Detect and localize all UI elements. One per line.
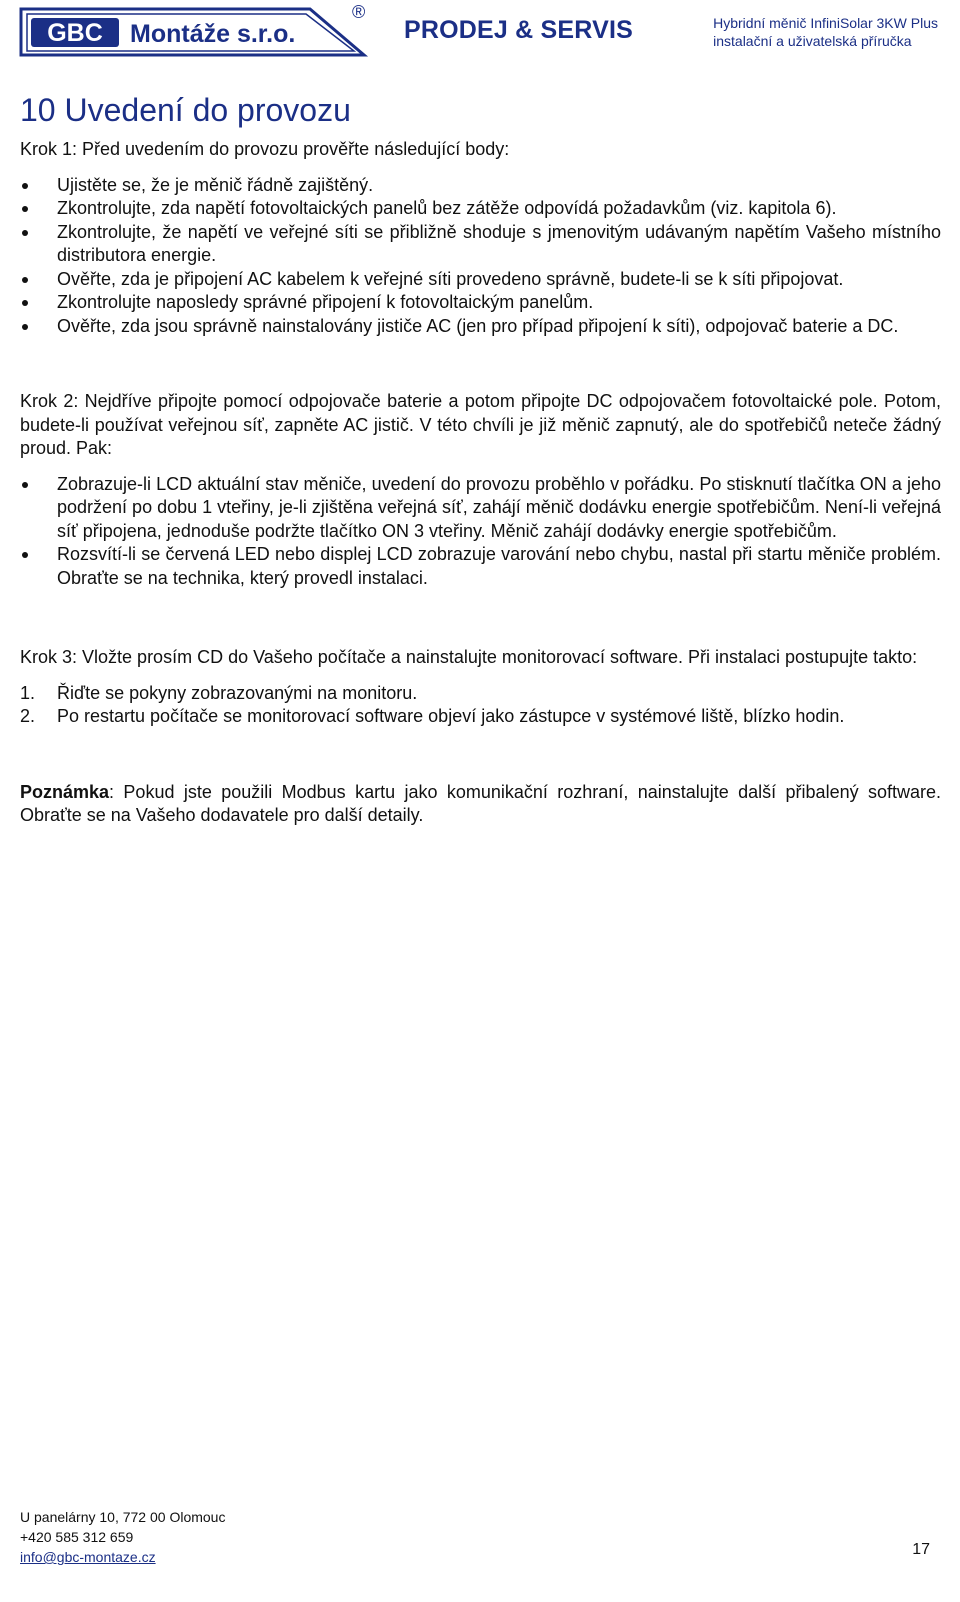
page-header (0, 0, 960, 70)
step3-item-number: 2. (20, 706, 36, 726)
checklist-item (20, 221, 941, 268)
checklist-item (20, 197, 941, 221)
step2-item-text: Zobrazuje-li LCD aktuální stav měniče, uvedení do provozu proběhlo v pořádku. Po stisknutí tlačítka ON a jeho podržení po dobu 1 vteřiny, je-li zjištěna veřejná síť, zahájí měnič dodávku energie spotřebičům. Není-li veřejná síť připojena, jednoduše podržte tlačítko ON 3 vteřiny. Měnič zahájí dodávky energie spotřebičům. (57, 473, 941, 541)
checklist-item-text: Ověřte, zda je připojení AC kabelem k veřejné síti provedeno správně, budete-li se k síti připojovat. (57, 268, 844, 289)
note-paragraph (20, 781, 941, 828)
step2-item (20, 473, 941, 544)
step3-item (20, 705, 941, 729)
footer-address: U panelárny 10, 772 00 Olomouc (20, 1509, 226, 1525)
step2-list (20, 473, 941, 591)
step3-list (20, 682, 941, 729)
page-footer (20, 1507, 225, 1567)
bullet-icon (22, 183, 28, 189)
document-title-line1: Hybridní měnič InfiniSolar 3KW Plus (713, 15, 938, 31)
checklist-item-text: Ověřte, zda jsou správně nainstalovány jističe AC (jen pro případ připojení k síti), odpojovač baterie a DC. (57, 315, 899, 336)
step3-item-number: 1. (20, 682, 36, 703)
logo-gbc-text: GBC (47, 19, 103, 47)
bullet-icon (22, 230, 28, 236)
bullet-icon (22, 300, 28, 306)
checklist-item-text: Zkontrolujte, zda napětí fotovoltaických panelů bez zátěže odpovídá požadavkům (viz. kapitola 6). (57, 198, 837, 218)
bullet-icon (22, 324, 28, 330)
checklist-item-text: Zkontrolujte, že napětí ve veřejné síti se přibližně shoduje s jmenovitým udávaným napětím Vašeho místního distributora energie. (57, 221, 941, 265)
step2-item-text: Rozsvítí-li se červená LED nebo displej LCD zobrazuje varování nebo chybu, nastal při startu měniče problém. Obraťte se na technika, který provedl instalaci. (57, 544, 941, 588)
step3-intro: Krok 3: Vložte prosím CD do Vašeho počítače a nainstalujte monitorovací software. Při instalaci postupujte takto: (20, 647, 918, 667)
section-title: 10 Uvedení do provozu (20, 92, 351, 128)
section-body (20, 138, 941, 828)
bullet-icon (22, 552, 28, 558)
bullet-icon (22, 482, 28, 488)
step2-item (20, 543, 941, 590)
checklist-item (20, 268, 941, 292)
footer-phone: +420 585 312 659 (20, 1529, 134, 1545)
checklist-item (20, 174, 941, 198)
step1-intro: Krok 1: Před uvedením do provozu prověřte následující body: (20, 139, 510, 159)
document-title (713, 14, 938, 50)
bullet-icon (22, 206, 28, 212)
checklist-item (20, 315, 941, 339)
step1-checklist (20, 174, 941, 339)
document-title-line2: instalační a uživatelská příručka (713, 33, 912, 49)
step2-intro: Krok 2: Nejdříve připojte pomocí odpojovače baterie a potom připojte DC odpojovačem fotovoltaické pole. Potom, budete-li používat veřejnou síť, zapněte AC jistič. V této chvíli je již měnič zapnutý, ale do spotřebičů neteče žádný proud. Pak: (20, 391, 941, 458)
checklist-item-text: Zkontrolujte naposledy správné připojení k fotovoltaickým panelům. (57, 292, 594, 312)
page-number: 17 (912, 1541, 930, 1558)
note-label: Poznámka (20, 781, 110, 802)
logo-company-text: Montáže s.r.o. (130, 20, 296, 48)
step3-item-text: Řiďte se pokyny zobrazovanými na monitoru. (57, 682, 418, 703)
step3-item-text: Po restartu počítače se monitorovací software objeví jako zástupce v systémové liště, blízko hodin. (57, 706, 845, 726)
note-text: : Pokud jste použili Modbus kartu jako komunikační rozhraní, nainstalujte další přibalený software. Obraťte se na Vašeho dodavatele pro další detaily. (20, 781, 941, 825)
bullet-icon (22, 277, 28, 283)
company-logo (18, 6, 378, 58)
header-tagline: PRODEJ & SERVIS (404, 16, 634, 44)
checklist-item-text: Ujistěte se, že je měnič řádně zajištěný. (57, 174, 374, 195)
footer-email-link[interactable]: info@gbc-montaze.cz (20, 1549, 156, 1565)
registered-mark: ® (352, 2, 366, 22)
step3-item (20, 682, 941, 706)
checklist-item (20, 291, 941, 315)
